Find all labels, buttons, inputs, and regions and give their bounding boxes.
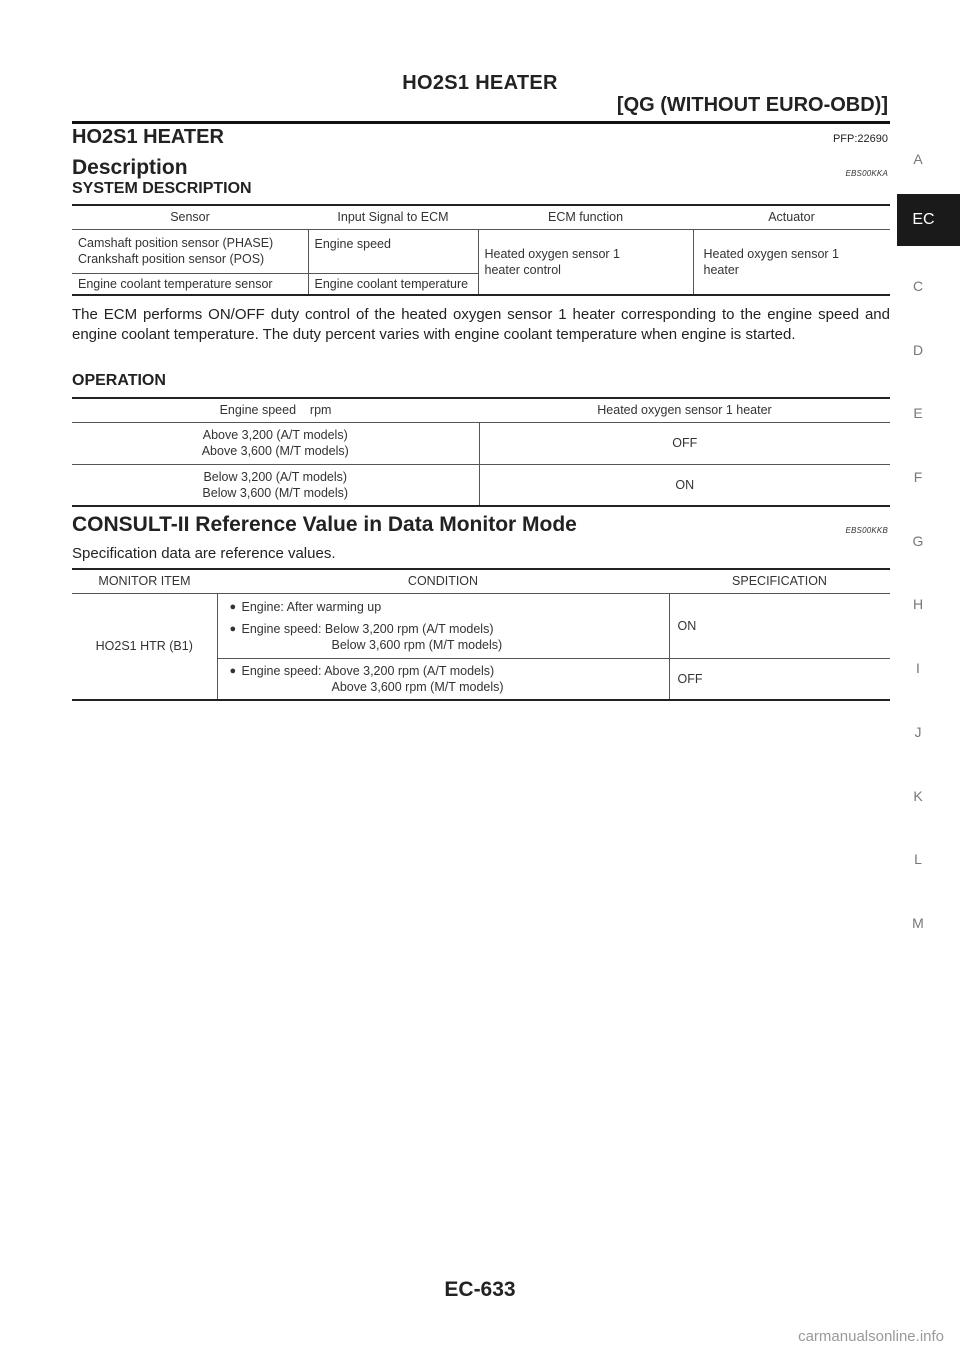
actuator-cell: Heated oxygen sensor 1 heater: [693, 229, 890, 295]
table-header-row: [72, 398, 890, 422]
col-header: CONDITION: [217, 569, 669, 593]
table-row: [72, 422, 890, 464]
index-letter[interactable]: G: [912, 533, 924, 549]
col-header: Input Signal to ECM: [308, 205, 478, 229]
running-header-subtitle: [QG (WITHOUT EURO-OBD)]: [616, 94, 888, 116]
table-row: [72, 593, 890, 658]
heater-state-cell: OFF: [479, 422, 890, 464]
table-header-row: [72, 569, 890, 593]
col-header: Engine speed rpm: [72, 398, 479, 422]
col-header: Sensor: [72, 205, 308, 229]
condition-cell: [217, 658, 669, 700]
condition-text: Engine speed: Above 3,200 rpm (A/T models): [241, 663, 495, 678]
watermark: carmanualsonline.info: [798, 1328, 944, 1345]
operation-table: [72, 397, 890, 507]
system-description-table: [72, 204, 890, 296]
condition-text: Above 3,600 rpm (M/T models): [331, 679, 504, 694]
consult-table: [72, 568, 890, 701]
sensor-cell: Camshaft position sensor (PHASE) Crankshaft position sensor (POS): [72, 229, 308, 273]
condition-cell: [217, 593, 669, 658]
description-code: EBS00KKA: [845, 169, 888, 178]
section-title: HO2S1 HEATER: [72, 126, 224, 148]
system-description-heading: SYSTEM DESCRIPTION: [72, 180, 252, 197]
condition-text: Below 3,600 rpm (M/T models): [331, 637, 503, 652]
description-paragraph: The ECM performs ON/OFF duty control of the heated oxygen sensor 1 heater corresponding to the engine speed and engine coolant temperature. The duty percent varies with engine coolant temperature when engine is started.: [72, 306, 890, 343]
table-row: [72, 464, 890, 506]
engine-speed-cell: Above 3,200 (A/T models) Above 3,600 (M/T models): [72, 422, 479, 464]
consult-heading: CONSULT-II Reference Value in Data Monitor Mode: [72, 513, 577, 536]
index-letter[interactable]: K: [913, 788, 923, 804]
index-letter[interactable]: C: [912, 278, 924, 294]
index-letter[interactable]: J: [914, 724, 922, 740]
operation-heading: OPERATION: [72, 372, 166, 389]
page-number: EC-633: [444, 1278, 516, 1301]
header-rule: [72, 121, 890, 124]
sensor-cell: Engine coolant temperature sensor: [72, 273, 308, 295]
condition-text: Engine speed: Below 3,200 rpm (A/T models): [241, 621, 494, 636]
condition-text: Engine: After warming up: [241, 599, 382, 614]
index-letter[interactable]: F: [913, 469, 923, 485]
bullet-icon: ●: [229, 664, 237, 677]
index-letter[interactable]: H: [912, 596, 924, 612]
section-index: [900, 0, 960, 1000]
engine-speed-cell: Below 3,200 (A/T models) Below 3,600 (M/T models): [72, 464, 479, 506]
ecm-function-cell: Heated oxygen sensor 1 heater control: [478, 229, 693, 295]
description-heading: Description: [72, 156, 188, 179]
consult-code: EBS00KKB: [845, 526, 888, 535]
pfp-code: PFP:22690: [832, 133, 888, 145]
index-letter[interactable]: A: [913, 151, 923, 167]
specification-cell: OFF: [677, 671, 703, 686]
bullet-icon: ●: [229, 622, 237, 635]
heater-state-cell: ON: [675, 477, 695, 492]
col-header: SPECIFICATION: [669, 569, 890, 593]
index-letter[interactable]: M: [912, 915, 924, 931]
col-header: Heated oxygen sensor 1 heater: [479, 398, 890, 422]
index-letter[interactable]: I: [916, 660, 920, 676]
table-header-row: [72, 205, 890, 229]
index-letter[interactable]: E: [913, 405, 923, 421]
index-letter[interactable]: L: [914, 851, 922, 867]
bullet-icon: ●: [229, 600, 237, 613]
running-header-title: HO2S1 HEATER: [402, 72, 558, 94]
monitor-item-cell: HO2S1 HTR (B1): [72, 593, 217, 700]
input-cell: Engine coolant temperature: [308, 273, 478, 295]
consult-note: Specification data are reference values.: [72, 545, 336, 562]
index-tab-active[interactable]: EC: [897, 194, 960, 246]
col-header: MONITOR ITEM: [72, 569, 217, 593]
index-letter[interactable]: D: [912, 342, 924, 358]
specification-cell: ON: [669, 593, 890, 658]
col-header: Actuator: [693, 205, 890, 229]
table-row: [72, 229, 890, 273]
input-cell: Engine speed: [308, 229, 478, 273]
col-header: ECM function: [478, 205, 693, 229]
